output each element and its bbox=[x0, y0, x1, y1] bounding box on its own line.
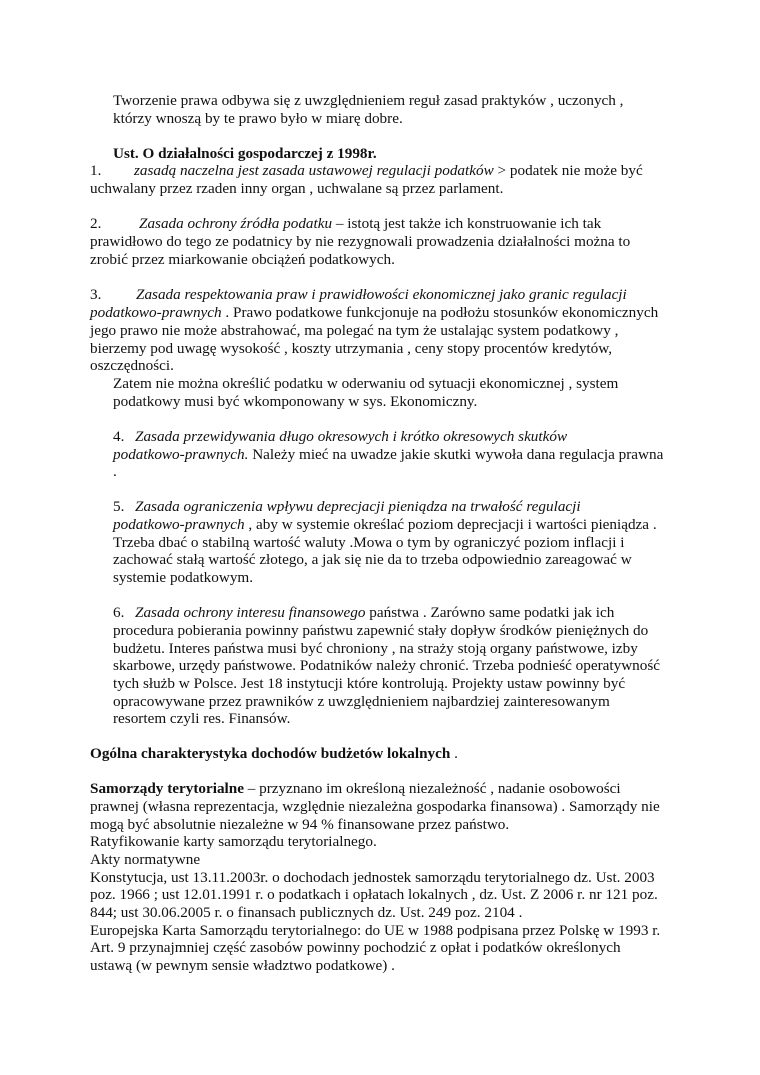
samorzady-line-4: Ratyfikowanie karty samorządu terytorialnego. bbox=[90, 833, 377, 850]
samorzady-line-6: Konstytucja, ust 13.11.2003r. o dochodach jednostek samorządu terytorialnego dz. Ust. 2003 bbox=[90, 869, 655, 886]
p3-zatem-line-2: podatkowy musi być wkomponowany w sys. Ekonomiczny. bbox=[113, 393, 478, 410]
p6-line-4: skarbowe, urzędy państwowe. Podatników należy chronić. Trzeba podnieść operatywność bbox=[113, 657, 661, 674]
section2-heading bbox=[90, 745, 458, 763]
p1-italic: zasadą naczelna jest zasada ustawowej regulacji podatków bbox=[134, 162, 494, 179]
p2-italic: Zasada ochrony źródła podatku bbox=[139, 215, 333, 232]
samorzady-rest: – przyznano im określoną niezależność , nadanie osobowości bbox=[243, 780, 621, 797]
samorzady-line-5: Akty normatywne bbox=[90, 851, 201, 868]
p5-line-5: systemie podatkowym. bbox=[113, 569, 254, 586]
p1-line-2: uchwalany przez rzaden inny organ , uchwalane są przez parlament. bbox=[90, 180, 504, 197]
p2-line-2: prawidłowo do tego ze podatnicy by nie rezygnowali prowadzenia działalności można to bbox=[90, 233, 631, 250]
samorzady-line-1 bbox=[90, 780, 621, 798]
p4-line-1 bbox=[113, 428, 567, 446]
p2-rest: – istotą jest także ich konstruowanie ich tak bbox=[332, 215, 602, 232]
samorzady-line-10: Art. 9 przynajmniej część zasobów powinny pochodzić z opłat i podatków określonych bbox=[90, 939, 621, 956]
p4-rest-2: Należy mieć na uwadze jakie skutki wywoła dana regulacja prawna bbox=[248, 446, 664, 463]
p3-line-4: bierzemy pod uwagę wysokość , koszty utrzymania , ceny stopy procentów kredytów, bbox=[90, 340, 613, 357]
section2-heading-text: Ogólna charakterystyka dochodów budżetów lokalnych bbox=[90, 745, 451, 762]
ust-heading bbox=[113, 145, 377, 163]
p4-number: 4. bbox=[113, 428, 125, 445]
p3-line-5: oszczędności. bbox=[90, 357, 174, 374]
p6-line-7: resortem czyli res. Finansów. bbox=[113, 710, 291, 727]
p1-rest: > podatek nie może być bbox=[493, 162, 643, 179]
p4-line-3: . bbox=[113, 463, 117, 480]
p3-line-1 bbox=[90, 286, 627, 304]
p3-italic-2: podatkowo-prawnych bbox=[90, 304, 222, 321]
p3-italic-1: Zasada respektowania praw i prawidłowości ekonomicznej jako granic regulacji bbox=[136, 286, 627, 303]
p3-zatem-line-1: Zatem nie można określić podatku w oderwaniu od sytuacji ekonomicznej , system bbox=[113, 375, 619, 392]
p5-italic-2: podatkowo-prawnych bbox=[113, 516, 245, 533]
samorzady-line-7: poz. 1966 ; ust 12.01.1991 r. o podatkach i opłatach lokalnych , dz. Ust. Z 2006 r. nr 121 poz. bbox=[90, 886, 658, 903]
samorzady-bold: Samorządy terytorialne bbox=[90, 780, 244, 797]
p6-line-5: tych służb w Polsce. Jest 18 instytucji które kontrolują. Projekty ustaw powinny być bbox=[113, 675, 626, 692]
samorzady-line-9: Europejska Karta Samorządu terytorialnego: do UE w 1988 podpisana przez Polskę w 1993 r. bbox=[90, 922, 661, 939]
p1-line-1 bbox=[90, 162, 643, 180]
p5-line-3: Trzeba dbać o stabilną wartość waluty .Mowa o tym by ograniczyć poziom inflacji i bbox=[113, 534, 625, 551]
p3-rest-2: . Prawo podatkowe funkcjonuje na podłożu stosunków ekonomicznych bbox=[221, 304, 659, 321]
p1-number: 1. bbox=[90, 162, 102, 179]
samorzady-line-3: mogą być absolutnie niezależne w 94 % finansowane przez państwo. bbox=[90, 816, 510, 833]
p5-italic-1: Zasada ograniczenia wpływu deprecjacji pieniądza na trwałość regulacji bbox=[135, 498, 581, 515]
p2-number: 2. bbox=[90, 215, 102, 232]
p6-line-6: opracowywane przez prawników z uwzględnieniem najbardziej zainteresowanym bbox=[113, 693, 610, 710]
p5-line-4: zachować stałą wartość złotego, a jak się nie da to trzeba odpowiednio zareagować w bbox=[113, 551, 632, 568]
ust-heading-text: Ust. O działalności gospodarczej z 1998r. bbox=[113, 145, 377, 162]
p5-line-2 bbox=[113, 516, 657, 534]
samorzady-line-2: prawnej (własna reprezentacja, względnie niezależna gospodarka finansowa) . Samorządy nie bbox=[90, 798, 660, 815]
p4-italic-1: Zasada przewidywania długo okresowych i krótko okresowych skutków bbox=[135, 428, 568, 445]
p6-line-1 bbox=[113, 604, 614, 622]
p4-line-2 bbox=[113, 446, 663, 464]
p3-line-2 bbox=[90, 304, 658, 322]
p6-line-2: procedura pobierania powinny państwu zapewnić stały dopływ środków pieniężnych do bbox=[113, 622, 649, 639]
samorzady-line-8: 844; ust 30.06.2005 r. o finansach publicznych dz. Ust. 249 poz. 2104 . bbox=[90, 904, 523, 921]
p5-line-1 bbox=[113, 498, 581, 516]
p6-italic: Zasada ochrony interesu finansowego bbox=[135, 604, 366, 621]
intro-line-2: którzy wnoszą by te prawo było w miarę dobre. bbox=[113, 110, 403, 127]
p3-number: 3. bbox=[90, 286, 102, 303]
p5-rest-2: , aby w systemie określać poziom deprecjacji i wartości pieniądza . bbox=[244, 516, 657, 533]
p4-italic-2: podatkowo-prawnych. bbox=[113, 446, 249, 463]
p6-line-3: budżetu. Interes państwa musi być chroniony , na straży stoją organy państwowe, izby bbox=[113, 640, 638, 657]
p6-rest: państwa . Zarówno same podatki jak ich bbox=[365, 604, 615, 621]
section2-heading-tail: . bbox=[450, 745, 458, 762]
p5-number: 5. bbox=[113, 498, 125, 515]
p2-line-3: zrobić przez miarkowanie obciążeń podatkowych. bbox=[90, 251, 395, 268]
p6-number: 6. bbox=[113, 604, 125, 621]
p3-line-3: jego prawo nie może abstrahować, ma polegać na tym że ustalając system podatkowy , bbox=[90, 322, 619, 339]
samorzady-line-11: ustawą (w pewnym sensie władztwo podatkowe) . bbox=[90, 957, 395, 974]
p2-line-1 bbox=[90, 215, 601, 233]
intro-line-1: Tworzenie prawa odbywa się z uwzględnieniem reguł zasad praktyków , uczonych , bbox=[113, 92, 624, 109]
